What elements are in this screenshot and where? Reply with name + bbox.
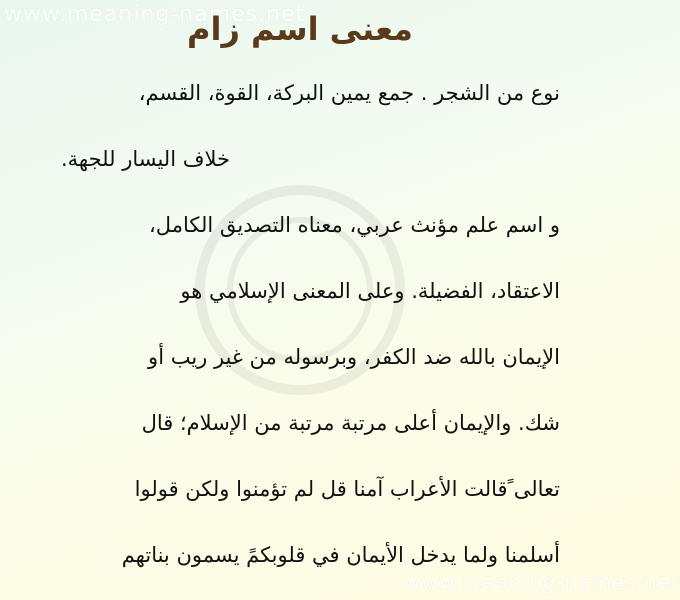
page-title: معنى اسم زام <box>187 10 413 48</box>
text-line: الاعتقاد، الفضيلة. وعلى المعنى الإسلامي هو <box>180 279 560 303</box>
text-line: و اسم علم مؤنث عربي، معناه التصديق الكامل، <box>149 213 560 237</box>
text-line: تعالى ًقالت الأعراب آمنا قل لم تؤمنوا ولكن قولوا <box>134 477 560 501</box>
text-line: أسلمنا ولما يدخل الأيمان في قلوبكمً يسمون بناتهم <box>121 543 560 567</box>
watermark-top: www.meaning-names.net <box>4 2 306 27</box>
text-line: خلاف اليسار للجهة. <box>61 147 230 171</box>
watermark-bottom: www.meaning-names.net <box>404 570 680 594</box>
meaning-text <box>30 60 560 588</box>
text-line: نوع من الشجر . جمع يمين البركة، القوة، القسم، <box>138 81 560 105</box>
text-line: شك. والإيمان أعلى مرتبة مرتبة من الإسلام؛ قال <box>141 411 560 435</box>
text-line: الإيمان بالله ضد الكفر، وبرسوله من غير ريب أو <box>148 345 560 369</box>
